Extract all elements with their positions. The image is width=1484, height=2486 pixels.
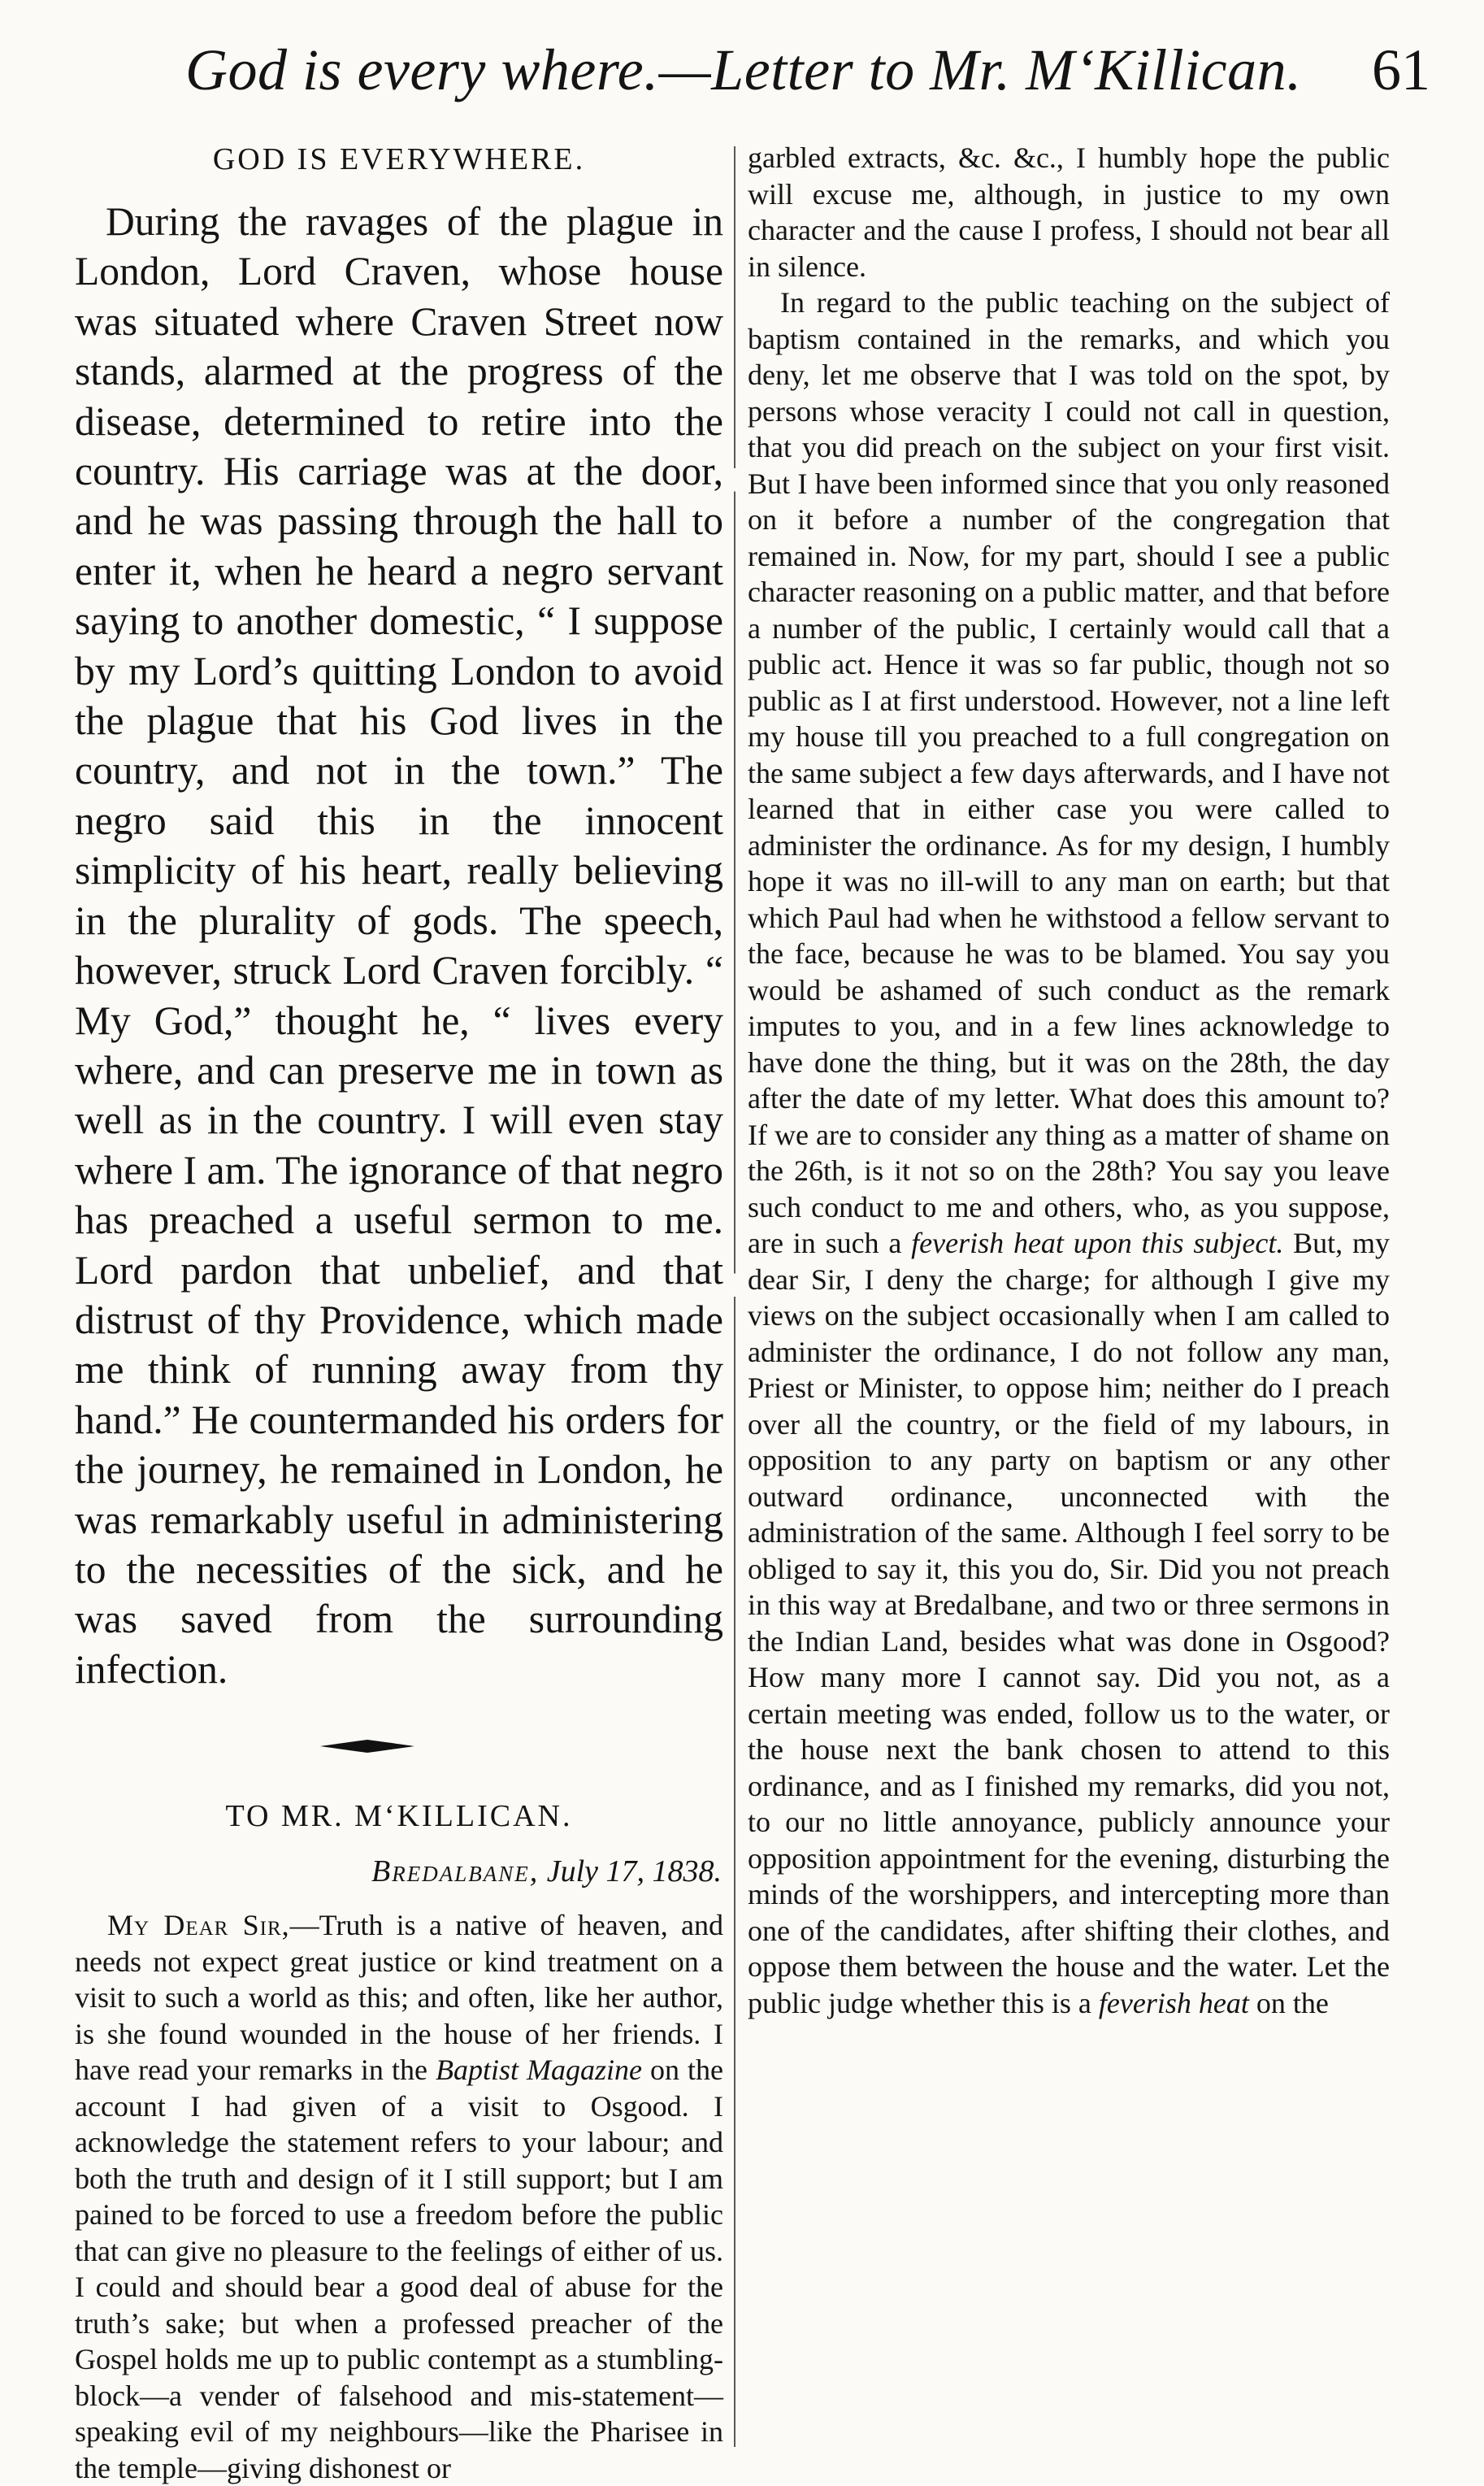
page-number: 61 xyxy=(1372,37,1430,102)
letter-salutation: My Dear Sir, xyxy=(107,1909,290,1942)
letter-p2-part-b: But, my dear Sir, I deny the charge; for although I give my views on the subject occasionally when I am called to administer the ordinance, I do not follow any man, Priest or Minister, to oppose him; neither do I preach over all the country, or the field of my labours, in opposition to any party on baptism or any other outward ordinance, unconnected with the administration of the same. Although I feel sorry to be obliged to say it, this you do, Sir. Did you not preach in this way at Bredalbane, and two or three sermons in the Indian Land, besides what was done in Osgood? How many more I cannot say. Did you not, as a certain meeting was ended, follow us to the water, or the house next the bank chosen to attend to this ordinance, and as I finished my remarks, did you not, to our no little annoyance, publicly announce your opposition appointment for the evening, disturbing the minds of the worshippers, and intercepting more than one of the candidates, after shifting their clothes, and oppose them between the house and the water. Let the public judge whether this is a xyxy=(748,1227,1390,2019)
letter-paragraph-1 xyxy=(75,1907,723,2486)
letter-dateline xyxy=(75,1850,723,1893)
right-column xyxy=(748,140,1390,2021)
letter-continuation: garbled extracts, &c. &c., I humbly hope the public will excuse me, although, in justice to my own character and the cause I profess, I should not bear all in silence. xyxy=(748,141,1390,283)
letter-paragraph-2 xyxy=(748,285,1390,2021)
letter-p1-part-a: —Truth is a native of heaven, and needs not expect great justice or kind treatment on a visit to such a world as this; and often, like her author, is she found wounded in the house of her friends. I have read your remarks in the xyxy=(75,1909,723,2087)
article-body-god-everywhere: During the ravages of the plague in London, Lord Craven, whose house was situated where Craven Street now stands, alarmed at the progress of the disease, determined to retire into the country. His carriage was at the door, and he was passing through the hall to enter it, when he heard a negro servant saying to another domestic, “ I suppose by my Lord’s quitting London to avoid the plague that his God lives in the country, and not in the town.” The negro said this in the innocent simplicity of his heart, really believing in the plurality of gods. The speech, however, struck Lord Craven forcibly. “ My God,” thought he, “ lives every where, and can preserve me in town as well as in the country. I will even stay where I am. The ignorance of that negro has preached a useful sermon to me. Lord pardon that unbelief, and that distrust of thy Providence, which made me think of running away from thy hand.” He countermanded his orders for the journey, he remained in London, he was remarkably useful in administering to the necessities of the sick, and he was saved from the surrounding infection. xyxy=(75,199,723,1692)
letter-p2-part-c: on the xyxy=(1248,1986,1329,2019)
ornament-dash-icon xyxy=(319,1736,416,1756)
ornament-divider xyxy=(75,1728,723,1769)
dateline-place: Bredalbane, xyxy=(371,1854,540,1889)
running-head xyxy=(0,29,1484,127)
article-heading-god-everywhere: GOD IS EVERYWHERE. xyxy=(212,142,586,176)
left-column xyxy=(75,140,723,2486)
dateline-date: July 17, 1838. xyxy=(546,1854,722,1889)
running-title: God is every where.—Letter to Mr. M‘Killican. xyxy=(185,37,1302,102)
letter-p2-italic-a: feverish heat upon this subject. xyxy=(911,1227,1284,1259)
letter-p2-italic-b: feverish heat xyxy=(1098,1986,1249,2019)
letter-p1-part-b: on the account I had given of a visit to Osgood. I acknowledge the statement refers to your labour; and both the truth and design of it I still support; but I am pained to be forced to use a freedom before the public that can give no pleasure to the feelings of either of us. I could and should bear a good deal of abuse for the truth’s sake; but when a professed preacher of the Gospel holds me up to public contempt as a stumbling-block—a vender of falsehood and mis-statement—speaking evil of my neighbours—like the Pharisee in the temple—giving dishonest or xyxy=(75,2054,724,2484)
column-rule xyxy=(734,146,735,2447)
letter-p1-magazine: Baptist Magazine xyxy=(435,2054,642,2087)
article-heading-letter: TO MR. M‘KILLICAN. xyxy=(225,1799,573,1834)
letter-p2-part-a: In regard to the public teaching on the subject of baptism contained in the remarks, and which you deny, let me observe that I was told on the spot, by persons whose veracity I could not call in question, that you did preach on the subject on your first visit. But I have been informed since that you only reasoned on it before a number of the congregation that remained in. Now, for my part, should I see a public character reasoning on a public matter, and that before a number of the public, I certainly would call that a public act. Hence it was so far public, though not so public as I at first understood. However, not a line left my house till you preached to a full congregation on the same subject a few days afterwards, and I have not learned that in either case you were called to administer the ordinance. As for my design, I humbly hope it was no ill-will to any man on earth; but that which Paul had when he withstood a fellow servant to the face, because he was to be blamed. You say you would be ashamed of such conduct as the remark imputes to you, and in a few lines acknowledge to have done the thing, but it was on the 28th, the day after the date of my letter. What does this amount to? If we are to consider any thing as a matter of shame on the 26th, is it not so on the 28th? You say you leave such conduct to me and others, who, as you suppose, are in such a xyxy=(748,286,1390,1259)
